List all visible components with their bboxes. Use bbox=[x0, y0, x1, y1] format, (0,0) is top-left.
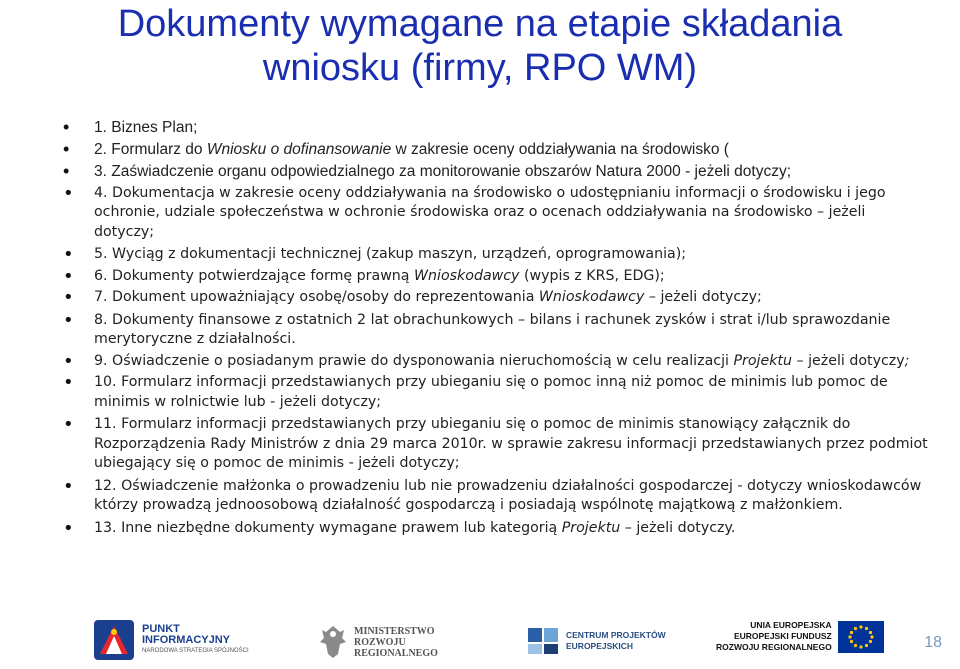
ministerstwo-line-2: ROZWOJU bbox=[354, 636, 406, 648]
list-item-text: Wnioskodawcy bbox=[538, 289, 645, 305]
list-item-text: Wniosku o dofinansowanie bbox=[206, 140, 392, 158]
ministerstwo-line-3: REGIONALNEGO bbox=[354, 647, 438, 659]
list-item-text: 1. Biznes Plan; bbox=[94, 119, 198, 136]
cpe-line-2: EUROPEJSKICH bbox=[566, 641, 634, 651]
list-item-text: 2. Formularz do bbox=[94, 140, 207, 158]
punkt-line-3: NARODOWA STRATEGIA SPÓJNOŚCI bbox=[142, 647, 249, 654]
list-item bbox=[58, 184, 928, 243]
list-item-text: 7. Dokument upoważniający osobę/osoby do reprezentowania bbox=[94, 289, 539, 305]
eu-line-1: UNIA EUROPEJSKA bbox=[750, 620, 832, 630]
list-item bbox=[58, 311, 928, 350]
page-number: 18 bbox=[924, 634, 942, 651]
punkt-informacyjny-emblem-icon bbox=[92, 618, 136, 662]
cpe-logo bbox=[526, 624, 666, 658]
cpe-emblem-icon bbox=[526, 624, 560, 658]
eagle-emblem-icon bbox=[318, 622, 348, 662]
list-item-text: Wnioskodawcy bbox=[414, 267, 520, 284]
list-item bbox=[58, 352, 928, 372]
ministerstwo-logo bbox=[318, 622, 438, 662]
list-item bbox=[58, 140, 928, 160]
list-item-text: 4. Dokumentacja w zakresie oceny oddziaływania na środowisko o udostępnianiu informacji o środowisku i jego ochronie, udziale społeczeństwa w ochronie środowiska oraz o ocenach oddziaływania na środowisko – jeżeli dotyczy; bbox=[94, 184, 886, 240]
list-item bbox=[58, 477, 928, 516]
list-item bbox=[58, 267, 928, 287]
list-item bbox=[58, 162, 928, 182]
list-item-text: 10. Formularz informacji przedstawianych przy ubieganiu się o pomoc inną niż pomoc de minimis lub pomoc de minimis w rolnictwie lub - jeżeli dotyczy; bbox=[94, 374, 888, 410]
list-item-text: 11. Formularz informacji przedstawianych przy ubieganiu się o pomoc de minimis stanowiący załącznik do Rozporządzenia Rady Ministrów z dnia 29 marca 2010r. w sprawie zakresu informacji przedstawianych przez podmiot ubiegający się o pomoc de minimis - jeżeli dotyczy; bbox=[94, 416, 928, 471]
cpe-line-1: CENTRUM PROJEKTÓW bbox=[566, 630, 666, 640]
punkt-informacyjny-logo bbox=[92, 618, 249, 662]
list-item bbox=[58, 415, 928, 474]
list-item-text: Projektu bbox=[733, 352, 792, 369]
eu-line-2: EUROPEJSKI FUNDUSZ bbox=[733, 631, 832, 641]
list-item-text: 8. Dokumenty finansowe z ostatnich 2 lat obrachunkowych – bilans i rachunek zysków i strat i/lub sprawozdanie merytoryczne z działalności. bbox=[94, 311, 891, 347]
document-list bbox=[58, 118, 928, 538]
list-item-text: w zakresie oceny oddziaływania na środowisko ( bbox=[391, 140, 729, 158]
title-line-2: wniosku (firmy, RPO WM) bbox=[262, 47, 698, 89]
footer bbox=[0, 600, 960, 669]
list-item-text: – jeżeli dotyczy bbox=[791, 352, 905, 369]
list-item bbox=[58, 373, 928, 412]
eu-flag-icon bbox=[838, 621, 884, 653]
list-item-text: 6. Dokumenty potwierdzające formę prawną bbox=[94, 267, 415, 284]
list-item-text: 12. Oświadczenie małżonka o prowadzeniu lub nie prowadzeniu działalności gospodarczej - dotyczy wnioskodawców którzy prowadzą jednoosobową działalność gospodarczą i posiadają wspólnotę majątkową z małżonkiem. bbox=[94, 477, 922, 513]
punkt-line-1: PUNKT bbox=[142, 622, 180, 635]
list-item-text: 13. Inne niezbędne dokumenty wymagane prawem lub kategorią bbox=[94, 519, 562, 536]
list-item-text: – jeżeli dotyczy; bbox=[644, 289, 762, 305]
page-title bbox=[0, 2, 960, 90]
punkt-line-2: INFORMACYJNY bbox=[142, 633, 231, 646]
list-item-text: 9. Oświadczenie o posiadanym prawie do dysponowania nieruchomością w celu realizacji bbox=[94, 352, 734, 369]
ministerstwo-line-1: MINISTERSTWO bbox=[354, 625, 435, 637]
eu-line-3: ROZWOJU REGIONALNEGO bbox=[716, 642, 832, 652]
eu-logo bbox=[716, 620, 884, 653]
title-line-1: Dokumenty wymagane na etapie składania bbox=[117, 3, 843, 45]
list-item bbox=[58, 519, 928, 539]
list-item bbox=[58, 118, 928, 138]
list-item bbox=[58, 288, 928, 308]
list-item-text: Projektu bbox=[561, 519, 621, 536]
list-item-text: (wypis z KRS, EDG); bbox=[519, 267, 665, 284]
list-item-text: ; bbox=[904, 352, 910, 369]
list-item-text: 3. Zaświadczenie organu odpowiedzialnego za monitorowanie obszarów Natura 2000 - jeżeli dotyczy; bbox=[94, 163, 792, 180]
list-item bbox=[58, 245, 928, 265]
list-item-text: 5. Wyciąg z dokumentacji technicznej (zakup maszyn, urządzeń, oprogramowania); bbox=[94, 246, 687, 262]
list-item-text: – jeżeli dotyczy. bbox=[620, 519, 736, 536]
